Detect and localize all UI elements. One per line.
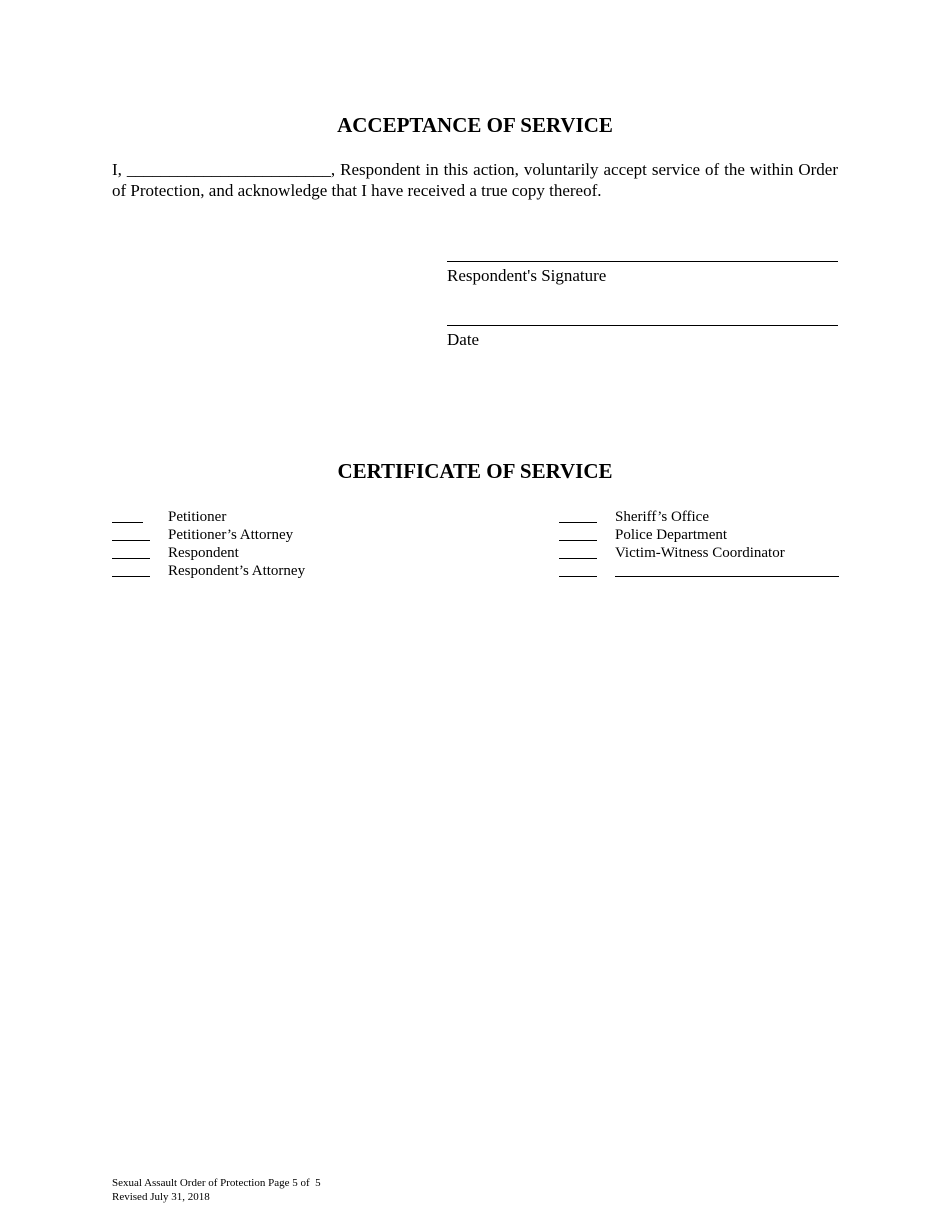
acceptance-paragraph: I, ________________________, Respondent in this action, voluntarily accept service of the within Order of Protection, and acknowledge that I have received a true copy thereof. [112, 160, 838, 200]
certificate-title: CERTIFICATE OF SERVICE [337, 459, 613, 483]
list-item [112, 508, 432, 526]
list-item [112, 526, 432, 544]
cert-label-victim-witness: Victim-Witness Coordinator [615, 545, 785, 561]
acceptance-title: ACCEPTANCE OF SERVICE [337, 113, 613, 137]
signature-line[interactable] [447, 261, 838, 262]
list-item [112, 544, 432, 562]
checkbox-blank[interactable] [559, 540, 597, 541]
signature-label: Respondent's Signature [447, 266, 607, 285]
list-item [559, 526, 849, 544]
other-recipient-field[interactable] [615, 576, 839, 577]
checkbox-blank[interactable] [112, 576, 150, 577]
checkbox-blank[interactable] [559, 576, 597, 577]
list-item [112, 562, 432, 580]
page-footer [112, 1176, 321, 1204]
list-item [559, 508, 849, 526]
list-item [559, 544, 849, 562]
certificate-right-list [559, 508, 849, 580]
checkbox-blank[interactable] [112, 522, 143, 523]
certificate-left-list [112, 508, 432, 580]
cert-label-sheriff-office: Sheriff’s Office [615, 509, 709, 525]
cert-label-respondent-attorney: Respondent’s Attorney [168, 563, 306, 579]
date-label: Date [447, 330, 480, 349]
cert-label-respondent: Respondent [168, 545, 239, 561]
date-line[interactable] [447, 325, 838, 326]
checkbox-blank[interactable] [112, 540, 150, 541]
cert-label-police-department: Police Department [615, 527, 728, 543]
cert-label-petitioner-attorney: Petitioner’s Attorney [168, 527, 294, 543]
cert-label-petitioner: Petitioner [168, 509, 227, 525]
footer-page-info: Sexual Assault Order of Protection Page 5 of 5 [112, 1177, 321, 1189]
checkbox-blank[interactable] [559, 558, 597, 559]
checkbox-blank[interactable] [559, 522, 597, 523]
list-item [559, 562, 849, 580]
footer-revision-date: Revised July 31, 2018 [112, 1191, 210, 1203]
checkbox-blank[interactable] [112, 558, 150, 559]
